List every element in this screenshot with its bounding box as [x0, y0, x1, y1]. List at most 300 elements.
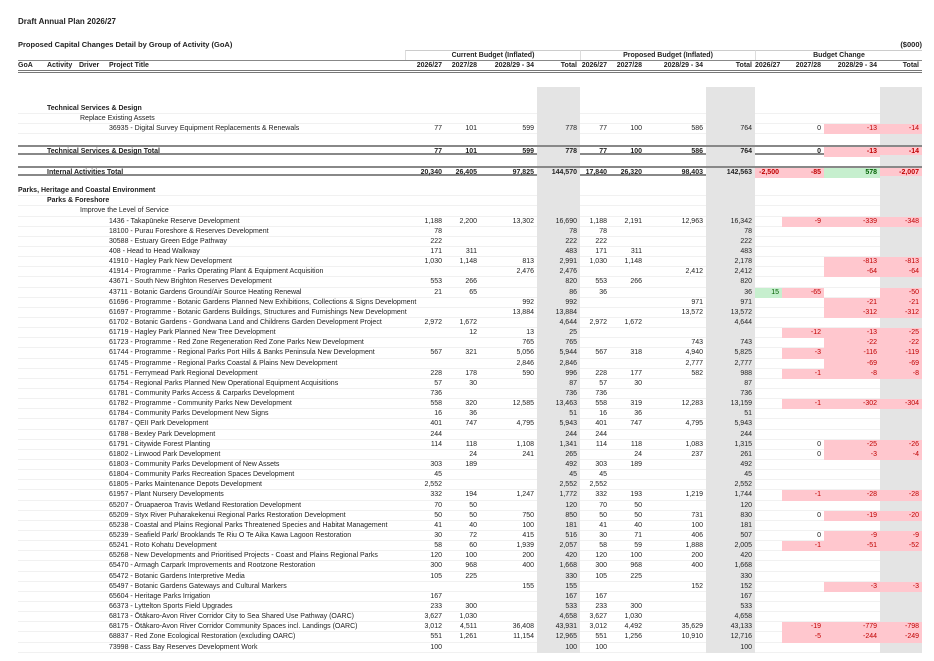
change-2028-34-cell: [824, 186, 880, 196]
proposed-2027-28-cell: 40: [634, 521, 642, 529]
proposed-total-cell: 492: [706, 460, 755, 470]
group-row: [18, 186, 922, 196]
change-2028-34-cell: -51: [824, 541, 880, 551]
row-title: 18100 - Purau Foreshore & Reserves Development: [109, 227, 269, 235]
header-activity: Activity: [47, 62, 73, 69]
change-2028-34-cell: [824, 470, 880, 480]
proposed-total-cell: 244: [706, 430, 755, 440]
proposed-2026-27-cell: 1,188: [589, 217, 607, 225]
row-title: 61804 - Community Parks Recreation Spaces Development: [109, 471, 295, 479]
current-total-cell: 533: [537, 602, 580, 612]
change-2026-27-cell: [755, 643, 782, 653]
proposed-2026-27-cell: 50: [599, 511, 607, 519]
change-2028-34-cell: [824, 561, 880, 571]
proposed-2027-28-cell: 59: [634, 542, 642, 550]
project-row: [18, 440, 922, 450]
proposed-2027-28-cell: 968: [630, 562, 642, 570]
proposed-2027-28-cell: 300: [630, 602, 642, 610]
change-2027-28-cell: -1: [782, 399, 824, 409]
row-title: 68837 - Red Zone Ecological Restoration (excluding OARC): [109, 633, 296, 641]
project-row: [18, 237, 922, 247]
proposed-total-cell: 420: [706, 551, 755, 561]
change-2026-27-cell: [755, 470, 782, 480]
current-2026-27-cell: [405, 308, 445, 318]
group-proposed-budget: Proposed Budget (Inflated): [580, 50, 755, 61]
proposed-total-cell: 988: [706, 369, 755, 379]
change-2026-27-cell: [755, 104, 782, 114]
current-2026-27-cell: 1,188: [424, 217, 442, 225]
row-title: 61805 - Parks Maintenance Depots Development: [109, 481, 262, 489]
current-2026-27-cell: [405, 328, 445, 338]
change-2027-28-cell: [782, 561, 824, 571]
change-2028-34-cell: [824, 612, 880, 622]
empty-cell: [706, 134, 755, 145]
project-row: [18, 389, 922, 399]
proposed-2026-27-cell: 244: [595, 430, 607, 438]
change-2028-34-cell: [824, 602, 880, 612]
proposed-2027-28-cell: [610, 308, 645, 318]
empty-cell: [706, 87, 755, 104]
change-total-cell: [880, 430, 922, 440]
row-title: 61803 - Community Parks Development of New Assets: [109, 461, 280, 468]
change-2028-34-cell: -8: [824, 369, 880, 379]
empty-cell: [645, 134, 706, 145]
proposed-total-cell: 181: [706, 521, 755, 531]
current-2027-28-cell: 1,148: [459, 258, 477, 266]
project-row: [18, 582, 922, 592]
project-row: [18, 490, 922, 500]
proposed-total-cell: [706, 196, 755, 206]
project-row: [18, 288, 922, 298]
row-title: 61781 - Community Parks Access & Carparks Development: [109, 390, 295, 398]
proposed-2028-34-cell: [645, 328, 706, 338]
project-row: [18, 541, 922, 551]
proposed-total-cell: 330: [706, 572, 755, 582]
current-2028-34-cell: 813: [522, 258, 534, 266]
change-2028-34-cell: [824, 318, 880, 328]
project-row: [18, 298, 922, 308]
blank-row: [18, 87, 922, 104]
proposed-2028-34-cell: 406: [691, 531, 703, 539]
row-title: 61719 - Hagley Park Planned New Tree Development: [109, 329, 276, 337]
empty-cell: [480, 87, 537, 104]
change-2028-34-cell: [824, 114, 880, 124]
proposed-2026-27-cell: 105: [595, 572, 607, 580]
row-title: 66373 - Lyttelton Sports Field Upgrades: [109, 602, 233, 610]
current-2027-28-cell: [445, 227, 480, 237]
change-2027-28-cell: -12: [782, 328, 824, 338]
change-2026-27-cell: [755, 318, 782, 328]
change-2028-34-cell: [824, 419, 880, 429]
proposed-2028-34-cell: [645, 206, 706, 216]
change-2028-34-cell: [824, 196, 880, 206]
change-2027-28-cell: -65: [782, 288, 824, 298]
change-2026-27-cell: [755, 582, 782, 592]
row-title: 68173 - Ōtākaro-Avon River Corridor City to Sea Shared Use Pathway (OARC): [109, 613, 354, 621]
project-row: [18, 369, 922, 379]
change-total-cell: [880, 196, 922, 206]
current-2026-27-cell: 120: [430, 552, 442, 560]
proposed-2027-28-cell: [610, 480, 645, 490]
empty-cell: [480, 176, 537, 187]
current-total-cell: 4,644: [537, 318, 580, 328]
column-header-proposed-3: Total: [735, 62, 752, 69]
empty-cell: [755, 87, 782, 104]
current-2026-27-cell: 736: [430, 390, 442, 398]
proposed-2028-34-cell: 731: [691, 511, 703, 519]
proposed-2026-27-cell: 58: [599, 542, 607, 550]
change-2027-28-cell: [782, 582, 824, 592]
current-2027-28-cell: [445, 114, 480, 124]
proposed-total-cell: 261: [706, 450, 755, 460]
column-header-change-2: 2028/29 - 34: [837, 62, 877, 69]
proposed-2027-28-cell: 4,492: [624, 623, 642, 631]
project-row: [18, 257, 922, 267]
change-2026-27-cell: [755, 114, 782, 124]
row-title: 61702 - Botanic Gardens - Gondwana Land and Childrens Garden Development Project: [109, 319, 382, 327]
current-2028-34-cell: [480, 186, 537, 196]
proposed-2028-34-cell: 2,412: [685, 268, 703, 276]
empty-cell: [645, 155, 706, 166]
proposed-2026-27-cell: 77: [599, 125, 607, 133]
proposed-total-cell: 2,412: [706, 267, 755, 277]
current-2028-34-cell: 36,408: [512, 623, 534, 631]
change-total-cell: [880, 409, 922, 419]
change-2028-34-cell: [824, 389, 880, 399]
group-row: [18, 104, 922, 114]
proposed-2026-27-cell: [580, 338, 610, 348]
change-total-cell: [880, 551, 922, 561]
proposed-2026-27-cell: 551: [595, 633, 607, 641]
empty-cell: [405, 176, 445, 187]
current-2027-28-cell: 65: [469, 288, 477, 296]
change-total-cell: -304: [880, 399, 922, 409]
current-total-cell: 155: [537, 582, 580, 592]
change-2028-34-cell: [824, 551, 880, 561]
proposed-2027-28-cell: 225: [630, 572, 642, 580]
row-title: Internal Activities Total: [47, 168, 124, 176]
change-2028-34-cell: [824, 104, 880, 114]
change-2027-28-cell: -9: [782, 217, 824, 227]
proposed-total-cell: 1,668: [706, 561, 755, 571]
current-total-cell: 13,884: [537, 308, 580, 318]
proposed-2026-27-cell: 2,552: [589, 481, 607, 489]
proposed-total-cell: [706, 206, 755, 216]
row-title: 65472 - Botanic Gardens Interpretive Media: [109, 572, 245, 580]
current-total-cell: 181: [537, 521, 580, 531]
current-total-cell: [537, 196, 580, 206]
proposed-2028-34-cell: [645, 257, 706, 267]
change-2027-28-cell: [782, 602, 824, 612]
row-title: 61787 - QEII Park Development: [109, 420, 209, 428]
current-2026-27-cell: 77: [434, 147, 442, 155]
current-total-cell: 2,846: [537, 359, 580, 369]
current-2028-34-cell: [480, 104, 537, 114]
current-2027-28-cell: 72: [469, 531, 477, 539]
change-total-cell: [880, 480, 922, 490]
current-2026-27-cell: 228: [430, 369, 442, 377]
current-total-cell: [537, 186, 580, 196]
empty-cell: [445, 87, 480, 104]
change-2026-27-cell: [755, 267, 782, 277]
project-row: [18, 643, 922, 653]
project-row: [18, 511, 922, 521]
current-2026-27-cell: 3,012: [424, 623, 442, 631]
change-2026-27-cell: [755, 124, 782, 134]
proposed-total-cell: 13,159: [706, 399, 755, 409]
proposed-2027-28-cell: 26,320: [620, 168, 642, 176]
proposed-2027-28-cell: [610, 206, 645, 216]
change-2027-28-cell: [782, 318, 824, 328]
change-2026-27-cell: [755, 338, 782, 348]
change-2027-28-cell: -1: [782, 490, 824, 500]
proposed-total-cell: 483: [706, 247, 755, 257]
proposed-2028-34-cell: 12,963: [681, 217, 703, 225]
change-2026-27-cell: [755, 369, 782, 379]
change-total-cell: [880, 206, 922, 216]
current-2027-28-cell: [445, 359, 480, 369]
current-2027-28-cell: [445, 338, 480, 348]
current-2028-34-cell: [480, 602, 537, 612]
change-2028-34-cell: -3: [824, 450, 880, 460]
current-total-cell: 144,570: [537, 168, 580, 178]
empty-cell: [537, 134, 580, 145]
current-2026-27-cell: [405, 450, 445, 460]
proposed-2027-28-cell: [610, 592, 645, 602]
proposed-2026-27-cell: [580, 104, 610, 114]
project-row: [18, 450, 922, 460]
current-total-cell: 222: [537, 237, 580, 247]
current-2028-34-cell: 415: [522, 531, 534, 539]
column-header-current-1: 2027/28: [451, 62, 477, 69]
proposed-2028-34-cell: [645, 288, 706, 298]
row-title: 43671 - South New Brighton Reserves Development: [109, 278, 272, 286]
row-title: 65239 - Seafield Park/ Brooklands Te Riu O Te Aika Kawa Lagoon Restoration: [109, 531, 352, 539]
empty-cell: [782, 176, 824, 187]
current-2026-27-cell: 105: [430, 572, 442, 580]
empty-cell: [580, 87, 610, 104]
row-title: 65238 - Coastal and Plains Regional Parks Threatened Species and Habitat Management: [109, 521, 388, 529]
change-total-cell: -312: [880, 308, 922, 318]
empty-cell: [537, 176, 580, 187]
current-2028-34-cell: [480, 409, 537, 419]
proposed-2028-34-cell: 13,572: [681, 308, 703, 316]
change-2028-34-cell: [824, 247, 880, 257]
proposed-2028-34-cell: 586: [691, 125, 703, 133]
change-2028-34-cell: -13: [824, 147, 880, 157]
change-2028-34-cell: -9: [824, 531, 880, 541]
column-header-change-3: Total: [902, 62, 919, 69]
change-total-cell: -8: [880, 369, 922, 379]
current-2028-34-cell: 13,302: [512, 217, 534, 225]
current-2027-28-cell: 24: [469, 450, 477, 458]
current-2027-28-cell: [445, 298, 480, 308]
row-title: 36935 - Digital Survey Equipment Replacements & Renewals: [109, 125, 300, 133]
project-row: [18, 460, 922, 470]
proposed-total-cell: 764: [706, 124, 755, 134]
empty-cell: [782, 134, 824, 145]
change-total-cell: -64: [880, 267, 922, 277]
current-2028-34-cell: [480, 288, 537, 298]
change-2028-34-cell: -22: [824, 338, 880, 348]
current-2027-28-cell: [445, 186, 480, 196]
proposed-total-cell: 820: [706, 277, 755, 287]
proposed-2028-34-cell: [645, 643, 706, 653]
project-row: [18, 572, 922, 582]
row-title: Parks & Foreshore: [47, 197, 110, 205]
current-total-cell: 16,690: [537, 217, 580, 227]
current-total-cell: 2,057: [537, 541, 580, 551]
proposed-2027-28-cell: [610, 288, 645, 298]
change-2026-27-cell: [755, 521, 782, 531]
change-total-cell: -28: [880, 490, 922, 500]
row-title: 61745 - Programme - Regional Parks Coastal & Plains New Development: [109, 359, 338, 367]
proposed-2027-28-cell: 50: [634, 511, 642, 519]
current-2026-27-cell: 20,340: [420, 168, 442, 176]
header-project-title: Project Title: [109, 62, 149, 69]
row-title: Replace Existing Assets: [80, 115, 155, 123]
current-2028-34-cell: [480, 379, 537, 389]
row-title: 65470 - Armagh Carpark Improvements and Rootzone Restoration: [109, 562, 316, 570]
current-2027-28-cell: 1,672: [459, 319, 477, 327]
current-total-cell: 120: [537, 501, 580, 511]
row-title: Technical Services & Design: [47, 105, 142, 112]
empty-cell: [537, 155, 580, 166]
change-2026-27-cell: [755, 196, 782, 206]
row-title: Improve the Level of Service: [80, 207, 169, 215]
proposed-2028-34-cell: [645, 389, 706, 399]
change-total-cell: -69: [880, 359, 922, 369]
change-2027-28-cell: [782, 379, 824, 389]
project-row: [18, 480, 922, 490]
current-2027-28-cell: [445, 592, 480, 602]
change-2027-28-cell: -19: [782, 622, 824, 632]
change-2027-28-cell: 0: [817, 511, 821, 519]
change-2027-28-cell: 0: [817, 450, 821, 458]
proposed-total-cell: [706, 114, 755, 124]
proposed-2028-34-cell: 4,940: [685, 349, 703, 357]
row-title: 61723 - Programme - Red Zone Regeneration Red Zone Parks New Development: [109, 339, 364, 347]
current-2028-34-cell: [480, 227, 537, 237]
change-2027-28-cell: 0: [817, 147, 821, 155]
empty-cell: [755, 134, 782, 145]
row-title: 1436 - Takapūneke Reserve Development: [109, 217, 240, 225]
empty-cell: [580, 155, 610, 166]
proposed-2028-34-cell: [645, 430, 706, 440]
change-2026-27-cell: [755, 298, 782, 308]
change-2026-27-cell: [755, 440, 782, 450]
change-2026-27-cell: [755, 217, 782, 227]
project-row: [18, 227, 922, 237]
proposed-2028-34-cell: 582: [691, 369, 703, 377]
group-row: [18, 206, 922, 216]
change-2027-28-cell: [782, 196, 824, 206]
proposed-2028-34-cell: 98,403: [681, 168, 703, 176]
current-2027-28-cell: 300: [465, 602, 477, 610]
current-2028-34-cell: 97,825: [512, 168, 534, 176]
proposed-total-cell: [706, 104, 755, 114]
current-2027-28-cell: 12: [469, 329, 477, 337]
empty-cell: [18, 134, 405, 145]
proposed-2026-27-cell: 567: [595, 349, 607, 357]
column-header-change-1: 2027/28: [795, 62, 821, 69]
current-2026-27-cell: 551: [430, 633, 442, 641]
change-2027-28-cell: -1: [782, 369, 824, 379]
proposed-2027-28-cell: 24: [634, 450, 642, 458]
proposed-2026-27-cell: [580, 186, 610, 196]
empty-cell: [706, 176, 755, 187]
change-2026-27-cell: [755, 480, 782, 490]
current-2027-28-cell: 50: [469, 511, 477, 519]
row-title: 65604 - Heritage Parks Irrigation: [109, 592, 211, 600]
change-2028-34-cell: [824, 227, 880, 237]
proposed-2026-27-cell: 171: [595, 248, 607, 256]
current-2027-28-cell: 101: [465, 125, 477, 133]
change-2028-34-cell: -21: [824, 298, 880, 308]
proposed-2028-34-cell: [645, 470, 706, 480]
proposed-2028-34-cell: [645, 501, 706, 511]
proposed-total-cell: 5,825: [706, 348, 755, 358]
change-2027-28-cell: [782, 389, 824, 399]
current-total-cell: 12,965: [537, 632, 580, 642]
project-row: [18, 267, 922, 277]
current-2026-27-cell: [405, 206, 445, 216]
current-2028-34-cell: 765: [522, 339, 534, 347]
empty-cell: [18, 87, 405, 104]
current-2028-34-cell: 4,795: [516, 420, 534, 428]
current-2026-27-cell: [405, 196, 445, 206]
proposed-2027-28-cell: 747: [630, 420, 642, 428]
change-2026-27-cell: [755, 501, 782, 511]
row-title: 61751 - Ferrymead Park Regional Development: [109, 369, 258, 377]
change-2027-28-cell: [782, 104, 824, 114]
proposed-2027-28-cell: [610, 389, 645, 399]
proposed-2027-28-cell: 2,191: [624, 217, 642, 225]
current-total-cell: 45: [537, 470, 580, 480]
current-total-cell: [537, 104, 580, 114]
change-total-cell: -2,007: [880, 168, 922, 178]
empty-cell: [18, 176, 405, 187]
row-title: 68175 - Ōtākaro-Avon River Corridor Community Spaces incl. Landings (OARC): [109, 623, 358, 631]
proposed-2027-28-cell: [610, 186, 645, 196]
empty-cell: [445, 134, 480, 145]
current-2028-34-cell: [480, 572, 537, 582]
current-2026-27-cell: 45: [434, 471, 442, 479]
proposed-2026-27-cell: 70: [599, 501, 607, 509]
change-2028-34-cell: 578: [824, 168, 880, 178]
change-2026-27-cell: [755, 632, 782, 642]
current-total-cell: 2,476: [537, 267, 580, 277]
project-row: [18, 592, 922, 602]
change-2027-28-cell: [782, 359, 824, 369]
row-title: 30588 - Estuary Green Edge Pathway: [109, 237, 227, 245]
empty-cell: [445, 155, 480, 166]
proposed-2027-28-cell: 1,672: [624, 319, 642, 327]
current-total-cell: 820: [537, 277, 580, 287]
header-driver: Driver: [79, 62, 100, 69]
project-row: [18, 359, 922, 369]
empty-cell: [18, 155, 405, 166]
row-title: 43711 - Botanic Gardens Ground/Air Source Heating Renewal: [109, 288, 302, 296]
proposed-2026-27-cell: 553: [595, 278, 607, 286]
row-title: 61788 - Bexley Park Development: [109, 430, 216, 438]
project-row: [18, 632, 922, 642]
current-total-cell: 765: [537, 338, 580, 348]
proposed-2028-34-cell: 743: [691, 339, 703, 347]
change-2026-27-cell: [755, 602, 782, 612]
empty-cell: [824, 176, 880, 187]
change-total-cell: [880, 460, 922, 470]
